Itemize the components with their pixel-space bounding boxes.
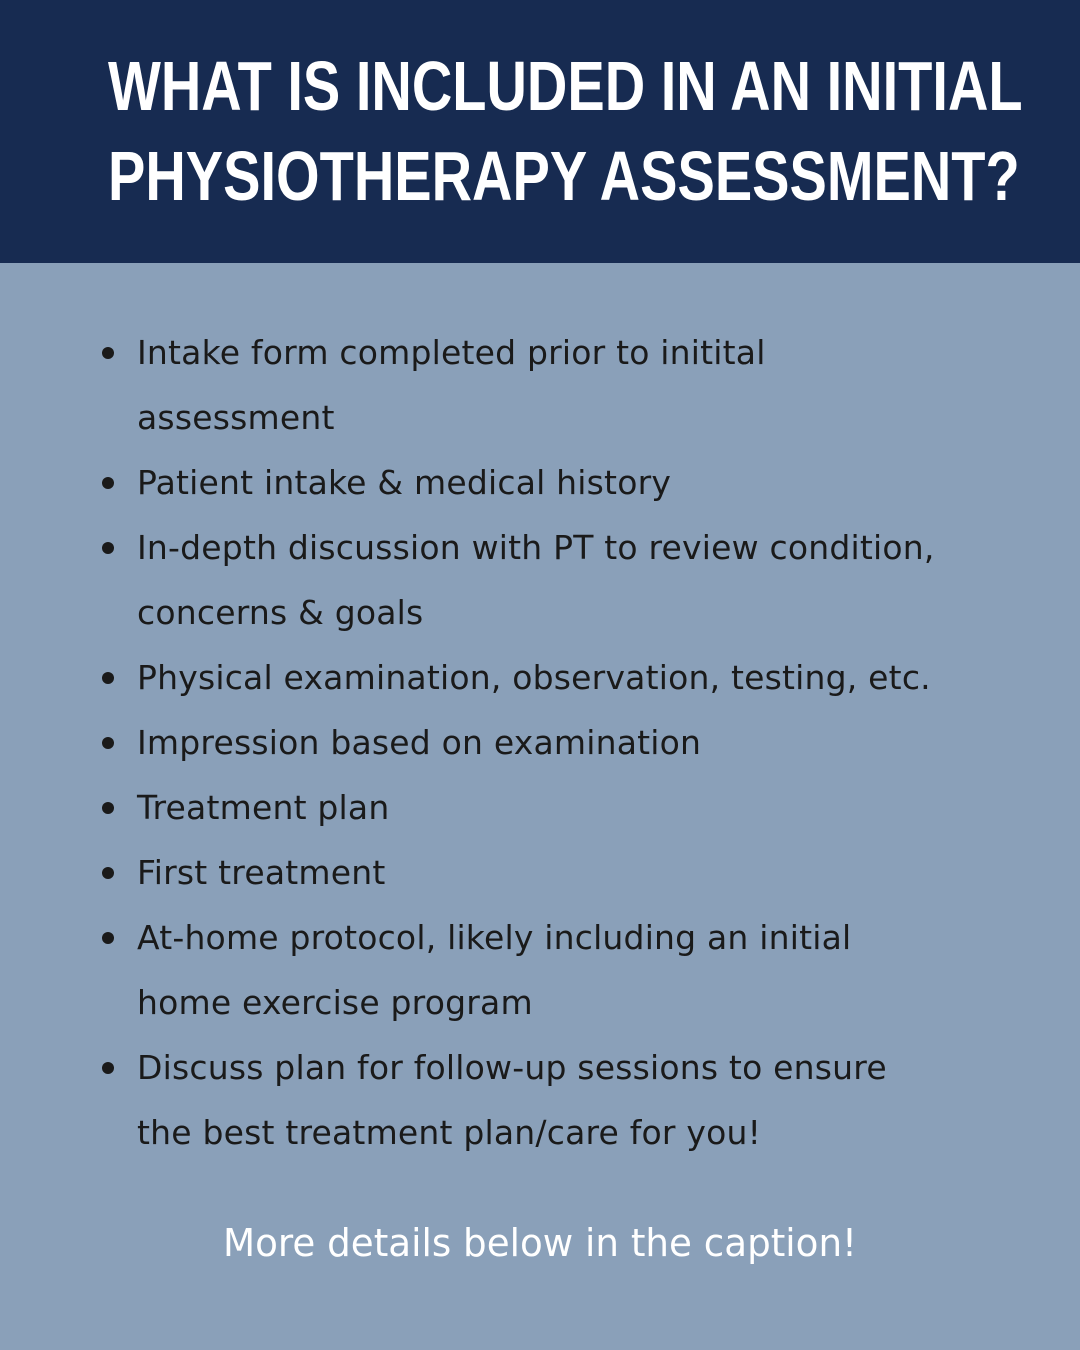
list-item-text: Treatment plan xyxy=(137,788,390,827)
bullet-icon xyxy=(102,867,114,879)
list-item-text: Patient intake & medical history xyxy=(137,463,672,502)
list-item-text: Discuss plan for follow-up sessions to ensure the best treatment plan/care for you! xyxy=(137,1048,887,1152)
bullet-icon xyxy=(102,737,114,749)
list-item-text: Physical examination, observation, testing, etc. xyxy=(137,658,931,697)
bullet-icon xyxy=(102,672,114,684)
caption-note: More details below in the caption! xyxy=(223,1221,857,1265)
list-item xyxy=(137,840,1037,905)
list-item xyxy=(137,320,1037,450)
list-item-text: In-depth discussion with PT to review condition, concerns & goals xyxy=(137,528,935,632)
list-item xyxy=(137,515,1037,645)
list-item xyxy=(137,450,1037,515)
list-item xyxy=(137,645,1037,710)
bullet-icon xyxy=(102,1062,114,1074)
bullet-icon xyxy=(102,542,114,554)
bullet-icon xyxy=(102,347,114,359)
list-item-text: Intake form completed prior to initital assessment xyxy=(137,333,766,437)
list-item xyxy=(137,710,1037,775)
list-item xyxy=(137,1035,1037,1165)
list-item xyxy=(137,905,1037,1035)
page-title-line-1: WHAT IS INCLUDED IN AN INITIAL xyxy=(108,47,1023,125)
bullet-icon xyxy=(102,477,114,489)
page-title-line-2: PHYSIOTHERAPY ASSESSMENT? xyxy=(108,137,1020,215)
bullet-icon xyxy=(102,802,114,814)
bullet-icon xyxy=(102,932,114,944)
list-item-text: Impression based on examination xyxy=(137,723,702,762)
list-item-text: First treatment xyxy=(137,853,386,892)
list-item xyxy=(137,775,1037,840)
list-item-text: At-home protocol, likely including an initial home exercise program xyxy=(137,918,852,1022)
